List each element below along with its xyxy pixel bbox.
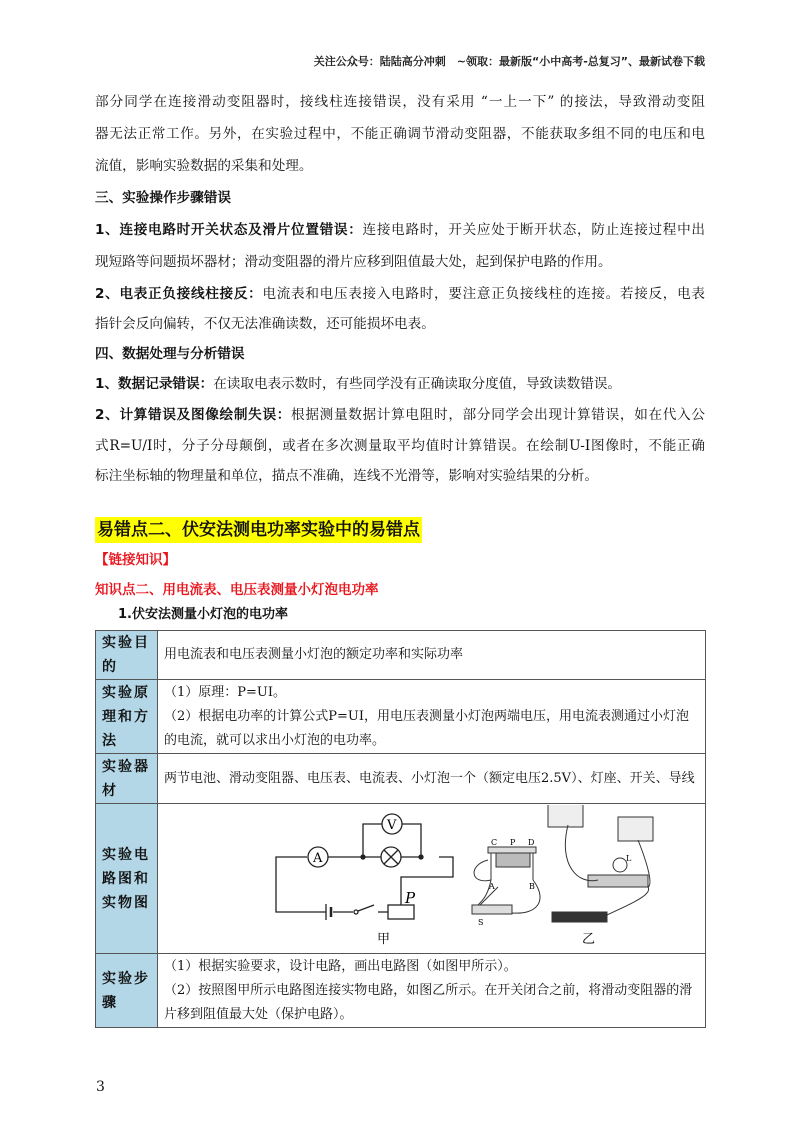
item-text: 连接电路时，开关应处于断开状态，防止连接过程中出 — [362, 222, 706, 238]
row-value: 两节电池、滑动变阻器、电压表、电流表、小灯泡一个（额定电压2.5V）、灯座、开关、导线 — [158, 754, 706, 804]
item-text: 在读取电表示数时，有些同学没有正确读取分度值，导致读数错误。 — [213, 376, 622, 392]
row-value: 用电流表和电压表测量小灯泡的额定功率和实际功率 — [158, 631, 706, 680]
subtitle: 1.伏安法测量小灯泡的电功率 — [118, 607, 288, 622]
circuit-diagrams — [158, 805, 703, 953]
switch-s-label: S — [478, 917, 484, 927]
row-key: 实验步骤 — [96, 954, 158, 1028]
principle-line: （2）根据电功率的计算公式P=UI，用电压表测量小灯泡两端电压，用电流表测通过小灯泡的电流，就可以求出小灯泡的电功率。 — [164, 708, 690, 748]
section3-item1 — [95, 220, 705, 240]
row-key: 实验电路图和实物图 — [96, 804, 158, 954]
item-text: 电流表和电压表接入电路时，要注意正负接线柱的连接。若接反，电表 — [262, 286, 705, 302]
item-label: 1、连接电路时开关状态及滑片位置错误： — [95, 222, 363, 238]
caption-yi: 乙 — [582, 931, 596, 947]
table-row — [96, 954, 706, 1028]
lamp-l-label: L — [626, 853, 632, 863]
row-key: 实验目的 — [96, 631, 158, 680]
item-label: 2、电表正负接线柱接反： — [95, 286, 263, 302]
link-knowledge: 【链接知识】 — [95, 552, 176, 568]
caption-jia: 甲 — [377, 931, 391, 947]
ammeter-label: A — [313, 850, 323, 866]
section3-item1-cont: 现短路等问题损坏器材；滑动变阻器的滑片应移到阻值最大处，起到保护电路的作用。 — [95, 254, 612, 270]
item-label: 2、计算错误及图像绘制失误： — [95, 407, 292, 423]
slider-label: P — [405, 888, 416, 907]
section4-item1 — [95, 374, 705, 394]
table-row — [96, 804, 706, 954]
highlight-heading: 易错点二、伏安法测电功率实验中的易错点 — [95, 517, 422, 543]
terminal-c-label: C — [491, 837, 498, 847]
item-label: 1、数据记录错误： — [95, 376, 214, 392]
principle-line: （1）原理：P=UI。 — [164, 684, 287, 700]
section4-title: 四、数据处理与分析错误 — [95, 346, 245, 362]
terminal-p-label: P — [510, 837, 516, 847]
table-row — [96, 680, 706, 754]
terminal-d-label: D — [528, 837, 535, 847]
circuit-diagram-jia — [276, 814, 453, 920]
section3-item2-cont: 指针会反向偏转，不仅无法准确读数，还可能损坏电表。 — [95, 316, 435, 332]
terminal-b-label: B — [529, 881, 535, 891]
row-key: 实验原理和方法 — [96, 680, 158, 754]
section3-item2 — [95, 284, 705, 304]
row-key: 实验器材 — [96, 754, 158, 804]
physical-diagram-yi — [472, 805, 653, 922]
section3-title: 三、实验操作步骤错误 — [95, 190, 231, 206]
step-line: （1）根据实验要求，设计电路，画出电路图（如图甲所示）。 — [164, 958, 517, 974]
intro-line: 流值，影响实验数据的采集和处理。 — [95, 158, 313, 174]
table-row — [96, 631, 706, 680]
section4-item2-cont: 式R=U/I时，分子分母颠倒，或者在多次测量取平均值时计算错误。在绘制U-I图像时，不能正确 — [95, 438, 705, 454]
page-number: 3 — [96, 1079, 105, 1095]
voltmeter-label: V — [387, 817, 397, 833]
intro-line: 器无法正常工作。另外，在实验过程中，不能正确调节滑动变阻器，不能获取多组不同的电压和电 — [95, 126, 705, 142]
page-header: 关注公众号：陆陆高分冲刺 ~领取：最新版“小中高考-总复习”、最新试卷下载 — [313, 55, 705, 68]
intro-line: 部分同学在连接滑动变阻器时，接线柱连接错误，没有采用 “一上一下” 的接法，导致滑动变阻 — [95, 94, 705, 110]
terminal-a-label: A — [489, 881, 495, 891]
section4-item2 — [95, 405, 705, 425]
table-row — [96, 754, 706, 804]
knowledge-title: 知识点二、用电流表、电压表测量小灯泡电功率 — [95, 582, 379, 598]
item-text: 根据测量数据计算电阻时，部分同学会出现计算错误，如在代入公 — [291, 407, 705, 423]
experiment-table — [95, 630, 706, 1028]
section4-item2-cont: 标注坐标轴的物理量和单位，描点不准确，连线不光滑等，影响对实验结果的分析。 — [95, 468, 598, 484]
step-line: （2）按照图甲所示电路图连接实物电路，如图乙所示。在开关闭合之前，将滑动变阻器的滑片移到阻值最大处（保护电路）。 — [164, 982, 693, 1022]
